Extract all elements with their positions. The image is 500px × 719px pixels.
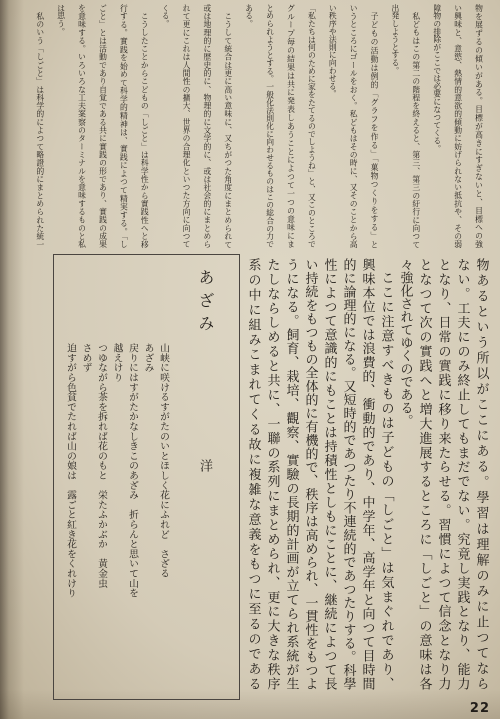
lower-text-line: 的に論理的になる。又短時的であつたり不連続的であつたりする。科學 xyxy=(340,258,356,690)
poem-box xyxy=(53,254,240,700)
lower-text-line: 々強化されてゆくのである。 xyxy=(397,258,413,427)
poem-author: 洋 xyxy=(197,459,212,472)
upper-text-line: グループ毎の結果は共に発表しあうことによつて一つの意味にま xyxy=(286,4,296,248)
upper-text-line: 行する。實践を始めて科学的精神は、實践によつて精実する。「し xyxy=(119,4,129,248)
lower-text-line: たしならしめると共に、一聯の系列にまとめられ、更に大きな秩序 xyxy=(264,258,280,690)
upper-text-line: こうして統合は更に高い意味に、又ちがつた角度にまとめられて xyxy=(223,11,233,248)
upper-text-line: い興味と、意慾、熱情的意欲的傾動に妨げられない抵抗や、その弱 xyxy=(453,4,463,248)
poem-line: 越えけり xyxy=(111,343,123,383)
lower-text-line: 物あるという所以がここにある。學習は理解のみに止つてなら xyxy=(473,258,489,690)
upper-text-line: 子どもの活動は例的「グラフを作る」「菓物つくりをする」と xyxy=(370,11,380,248)
upper-text-block xyxy=(29,4,489,248)
upper-text-line: い秩序や法則に向わせる。 xyxy=(328,4,338,98)
upper-text-line: れて更にこれは人間性の擴大、世界の合理化といつた方向に向つて xyxy=(182,4,192,248)
upper-text-line: 「私たちは何のために家をたてるのでしようね」と、又このところで xyxy=(307,4,317,248)
upper-text-line: 出発しようとする。 xyxy=(390,4,400,75)
lower-text-line: となり、日常の實践に移り来たらせる。習慣によつて信念となり力 xyxy=(435,258,451,690)
poem-line: あざみ xyxy=(142,343,154,373)
upper-text-line: 私どもはこの第二の階程を終えると、第三、第三の紆行に向つて xyxy=(411,11,421,248)
upper-text-line: 私のいう「しごと」は科学的によつて略證的にまとめられた統一 xyxy=(35,11,45,248)
upper-text-line: を意味する。いろいろな工夫案察のターミナルを意味するものと私 xyxy=(77,4,87,248)
poem-line: 山峡に咲けるすがたのいとほしく花にふれど さざる xyxy=(158,343,169,579)
upper-text-line: 或は地理的に歴史的に、物理的に文学的に、或は社会的にまとめら xyxy=(202,4,212,248)
upper-text-line: くる。 xyxy=(161,4,171,28)
poem-line: 迫すがら色貧でたれば山の娘は 露ごと紅き花をくれけり xyxy=(65,343,76,598)
poem-body xyxy=(63,343,172,605)
upper-text-line: ごと」とは活動であり自覚である共に實践の形であり、實践の成果 xyxy=(98,4,108,248)
lower-text-line: となつて次の實践へと増大進展するところに「しごと」の意味は各 xyxy=(416,258,432,690)
upper-text-line: ある。 xyxy=(244,4,254,28)
lower-text-line: ここに注意すべきものは子どもの「しごと」は気まぐれであり、 xyxy=(378,271,394,690)
upper-text-line: は思う。 xyxy=(56,4,66,36)
poem-line: さめず xyxy=(80,343,92,373)
upper-text-line: 物を展ずるの傾いがある。目標が高きにすぎないと、目標への強 xyxy=(474,4,484,248)
poem-line: つゆながら茶を拆れば花のもと 栄たふかぶか 黄金虫 xyxy=(96,343,107,588)
upper-text-line: いうところにゴールをおく。私どもはその時に、又そのことから高 xyxy=(349,4,359,248)
poem-title: あざみ xyxy=(196,269,215,338)
lower-text-line: 性によつて意識的にもことは持積性としもにことに、継続によつて長 xyxy=(321,258,337,690)
lower-text-block xyxy=(244,258,491,690)
lower-text-line: 興味本位では浪費的、衝動的であり、中学年、高学年と向つて目時間 xyxy=(359,258,375,690)
upper-text-line: 障物の排除がここでは必要になつてくる。 xyxy=(432,4,442,153)
upper-text-line: こうしたことからこどもの「しごと」は科学性から實践性へと移 xyxy=(140,11,150,248)
lower-text-line: ない。工夫にのみ終止してもまだでない。究竟し実践となり、能力 xyxy=(454,258,470,690)
lower-text-line: 系の中に組みこまれてくる故に複雑な意義をもつに至るのである xyxy=(245,258,261,690)
page-number: 22 xyxy=(469,701,490,716)
lower-text-line: い持続をもつもの全体的に有機的で、秩序は高められ、一貫性をもつよ xyxy=(302,258,318,690)
poem-line: 戻りにはすがたかなしきこのあざみ 折らんと思いて山を xyxy=(127,343,138,598)
upper-text-line: とめられようとする。一般化法則化に向わせるものはこの総合の力で xyxy=(265,4,275,248)
lower-text-line: うになる。飼育、栽培、觀察、實驗の長期的計画が立てられ系統が生 xyxy=(283,258,299,690)
